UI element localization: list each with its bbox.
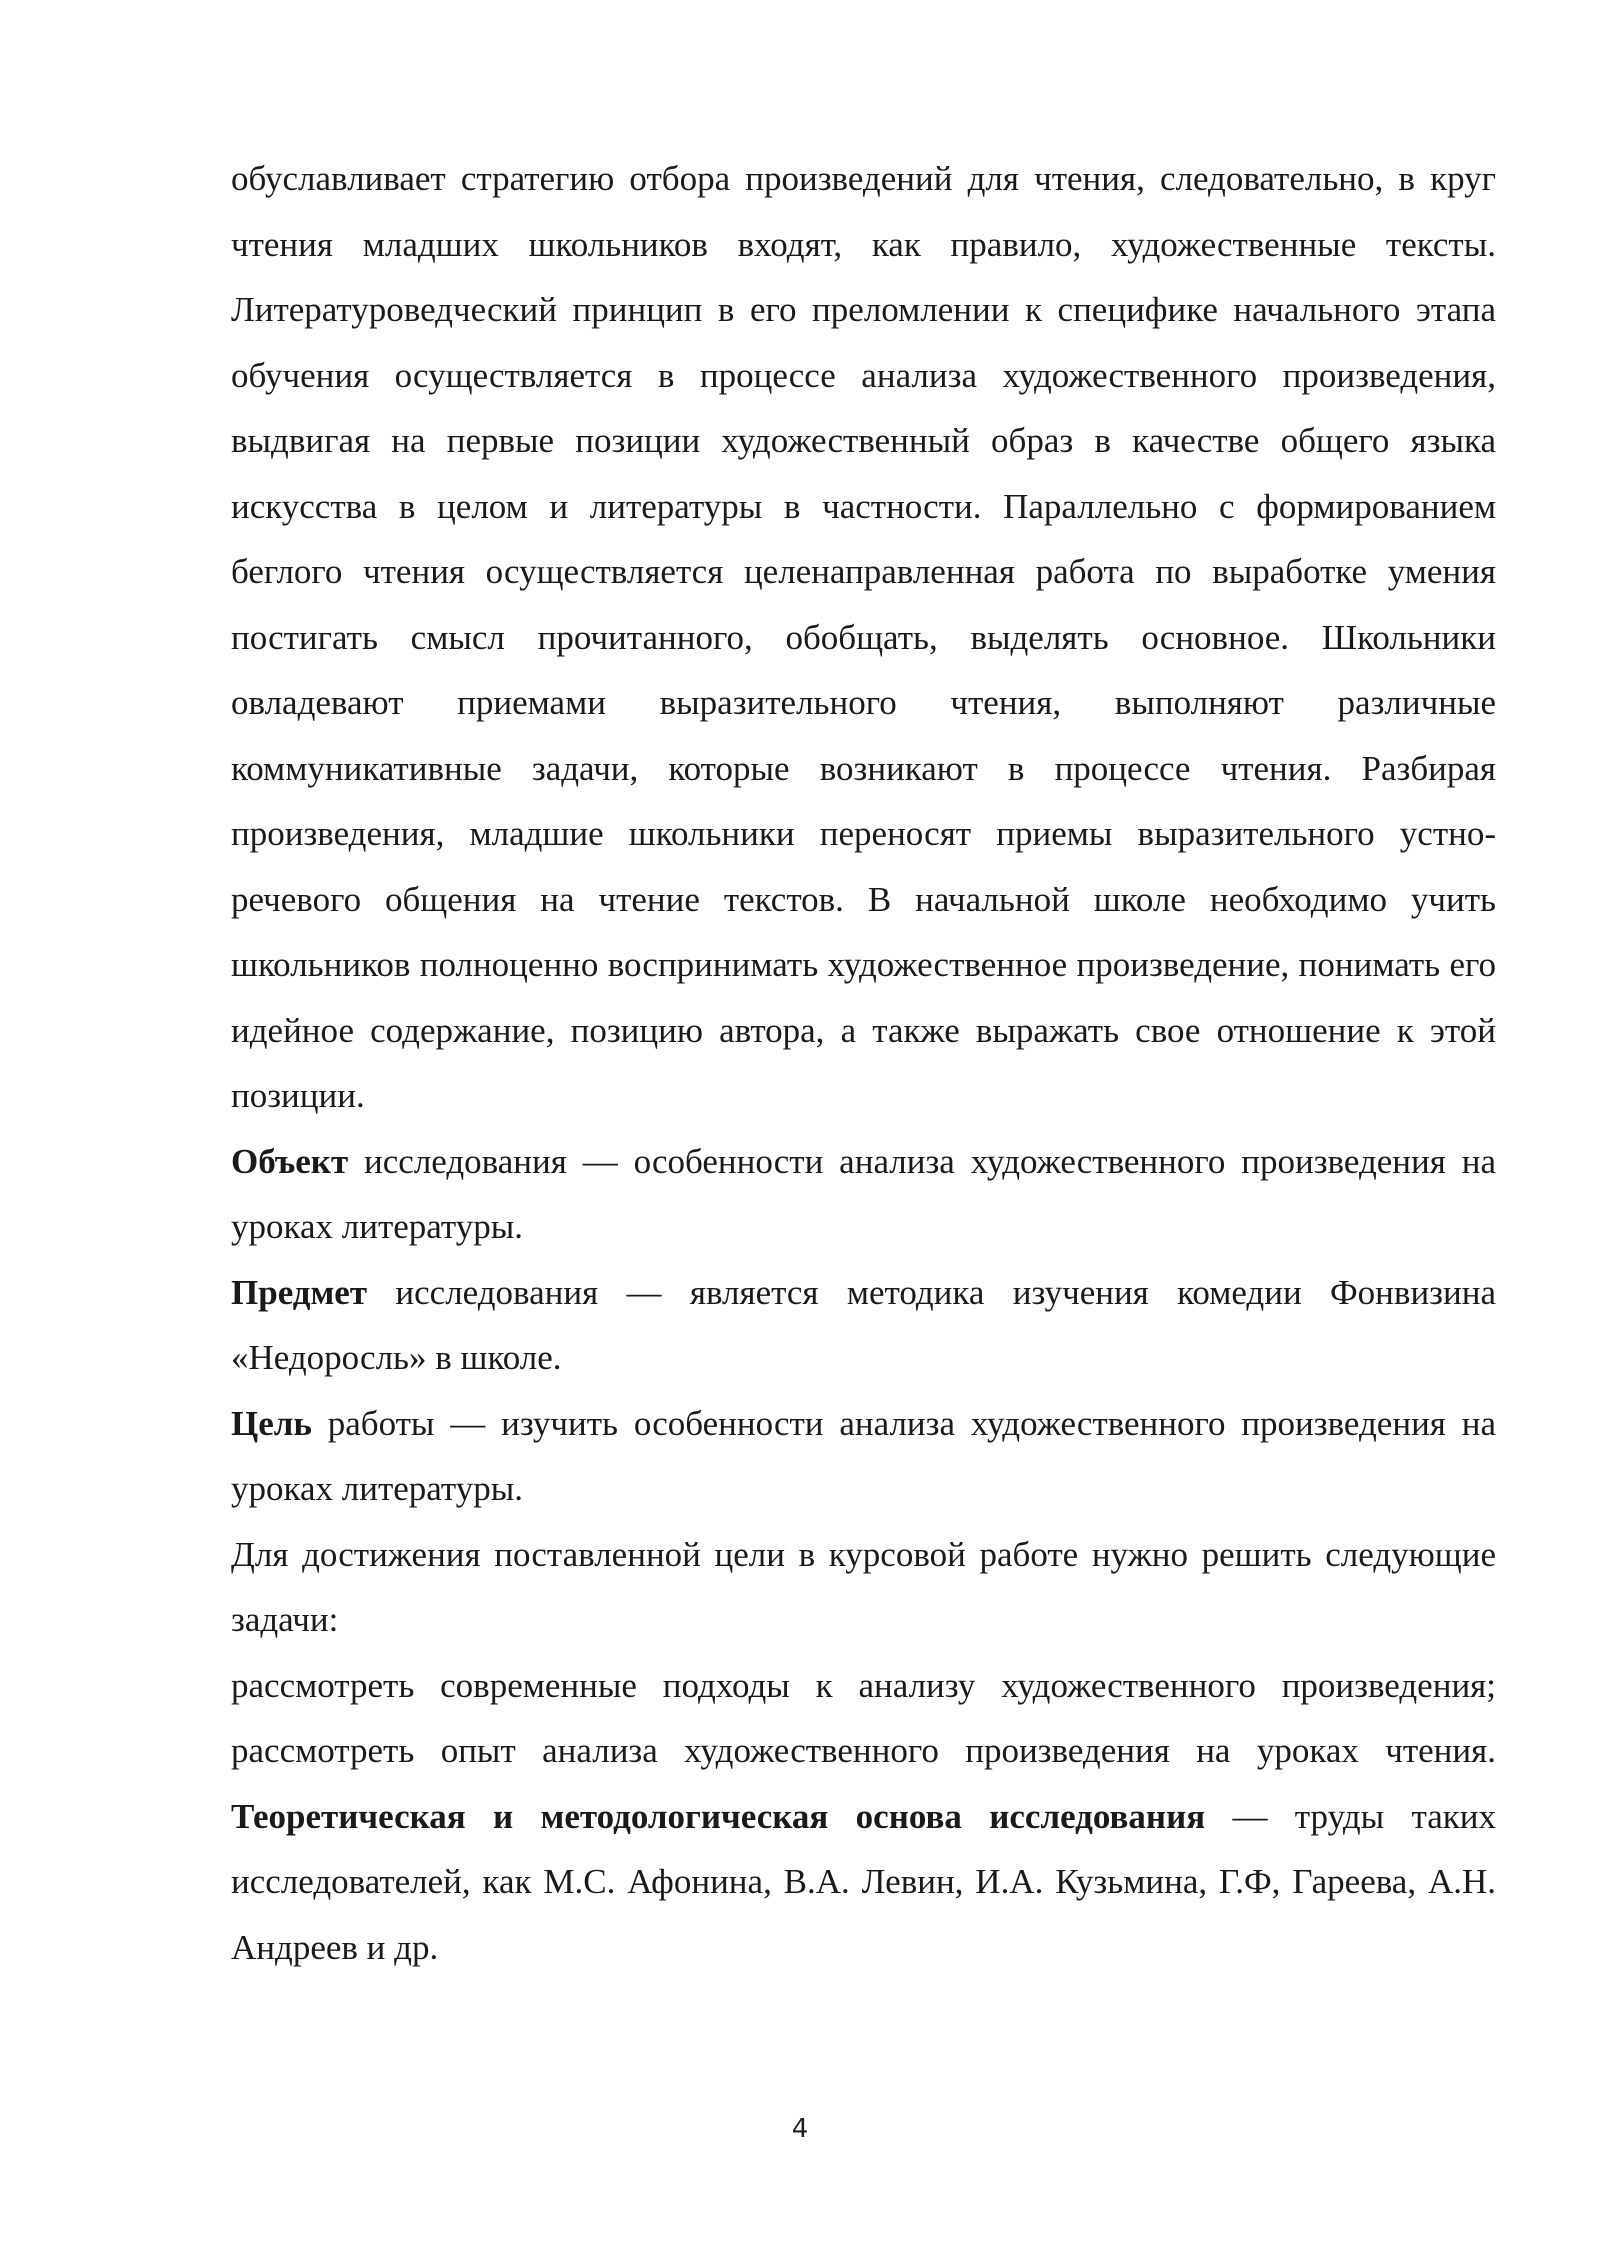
subject-term: Предмет [231,1272,368,1312]
paragraph-tasks-basis [231,1653,1496,1981]
paragraph-object [231,1129,1496,1260]
tasks-intro-text: Для достижения поставленной цели в курсовой работе нужно решить следующие задачи: [231,1534,1496,1639]
paragraph-subject [231,1260,1496,1391]
body-text [231,146,1496,1980]
object-definition: исследования — особенности анализа художественного произведения на уроках литературы. [231,1141,1496,1246]
subject-definition: исследования — является методика изучения комедии Фонвизина «Недоросль» в школе. [231,1272,1496,1377]
object-term: Объект [231,1141,349,1181]
goal-definition: работы — изучить особенности анализа художественного произведения на уроках литературы. [231,1403,1496,1508]
basis-definition: — труды таких исследователей, как М.С. Афонина, В.А. Левин, И.А. Кузьмина, Г.Ф, Гареева, А.Н. Андреев и др. [231,1796,1496,1967]
paragraph-intro-text: обуславливает стратегию отбора произведений для чтения, следовательно, в круг чтения младших школьников входят, как правило, художественные тексты. Литературоведческий принцип в его преломлении к специфике начального этапа обучения осуществляется в процессе анализа художественного произведения, выдвигая на первые позиции художественный образ в качестве общего языка искусства в целом и литературы в частности. Параллельно с формированием беглого чтения осуществляется целенаправленная работа по выработке умения постигать смысл прочитанного, обобщать, выделять основное. Школьники овладевают приемами выразительного чтения, выполняют различные коммуникативные задачи, которые возникают в процессе чтения. Разбирая произведения, младшие школьники переносят приемы выразительного устно-речевого общения на чтение текстов. В начальной школе необходимо учить школьников полноценно воспринимать художественное произведение, понимать его идейное содержание, позицию автора, а также выражать свое отношение к этой позиции. [231,159,1496,1115]
paragraph-tasks-intro [231,1522,1496,1653]
goal-term: Цель [231,1403,312,1443]
paragraph-goal [231,1391,1496,1522]
basis-term: Теоретическая и методологическая основа исследования [231,1796,1206,1836]
paragraph-intro [231,146,1496,1129]
tasks-text: рассмотреть современные подходы к анализу художественного произведения; рассмотреть опыт анализа художественного произведения на уроках чтения. [231,1665,1496,1770]
page-number: 4 [791,2114,809,2144]
